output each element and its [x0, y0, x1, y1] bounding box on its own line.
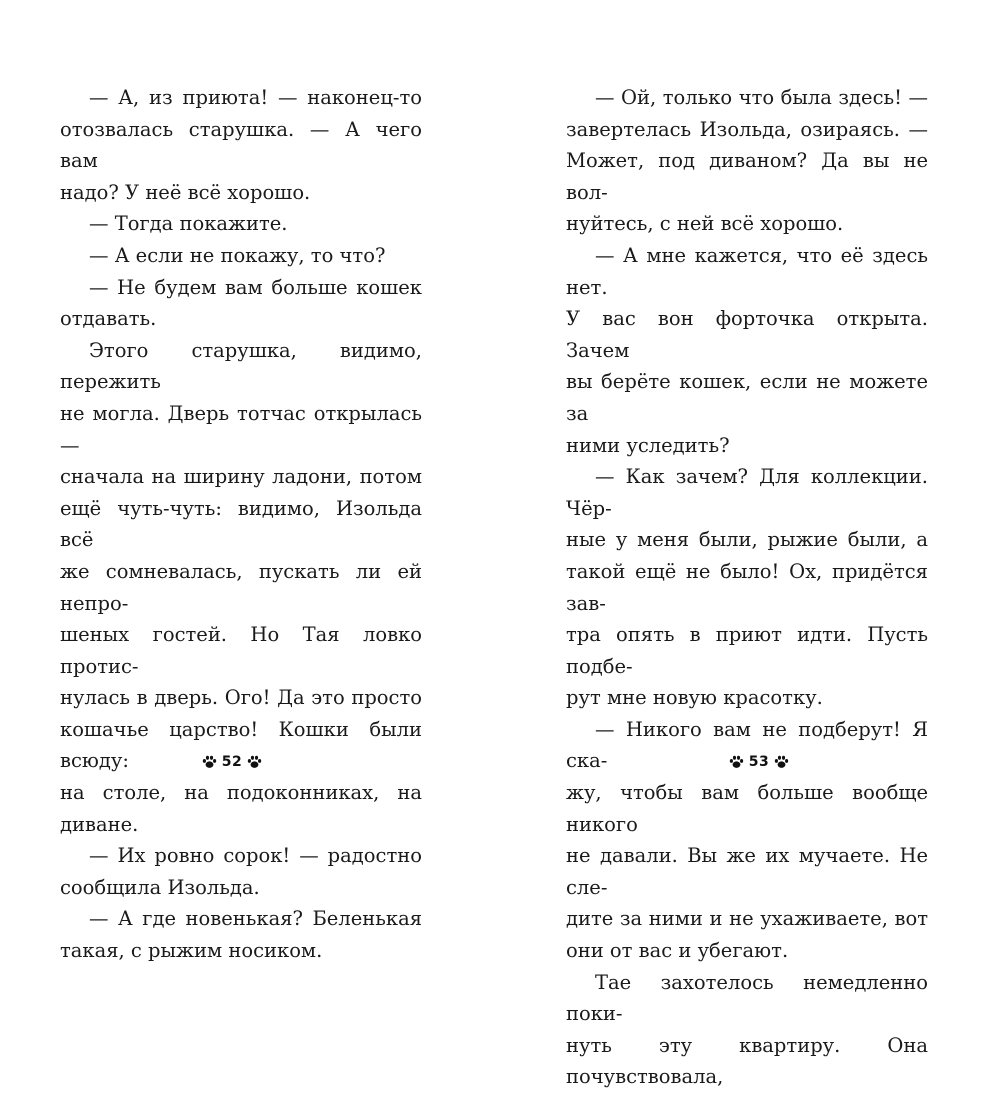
page-number-value: 52: [221, 754, 243, 770]
right-line-1: — Ой, только что была здесь! —: [595, 86, 928, 109]
right-line-17: дите за ними и не ухаживаете, вот: [566, 907, 928, 931]
right-line-19: Тае захотелось немедленно поки-: [566, 970, 928, 1026]
right-line-16: не давали. Вы же их мучаете. Не сле-: [566, 844, 928, 899]
left-line-7: отдавать.: [60, 307, 157, 331]
page-number-value: 53: [748, 754, 770, 770]
left-line-6: — Не будем вам больше кошек: [89, 275, 422, 299]
page-number-right: [578, 752, 940, 772]
left-line-17: — Их ровно сорок! — радостно: [89, 844, 422, 868]
left-line-3: надо? У неё всё хорошо.: [60, 180, 311, 204]
left-line-18: сообщила Изольда.: [60, 875, 260, 899]
left-line-12: же сомневалась, пускать ли ей непро-: [60, 559, 422, 615]
right-line-2: завертелась Изольда, озираясь. —: [566, 117, 928, 141]
left-line-13: шеных гостей. Но Тая ловко протис-: [60, 623, 422, 678]
right-line-12: тра опять в приют идти. Пусть подбе-: [566, 623, 928, 678]
paw-print-icon: [202, 755, 217, 769]
left-line-20: такая, с рыжим носиком.: [60, 939, 323, 963]
right-line-5: — А мне кажется, что её здесь нет.: [566, 243, 928, 299]
left-line-10: сначала на ширину ладони, потом: [60, 465, 422, 489]
left-line-16: на столе, на подоконниках, на диване.: [60, 781, 422, 836]
right-line-4: нуйтесь, с ней всё хорошо.: [566, 212, 844, 236]
left-line-4: — Тогда покажите.: [89, 212, 288, 236]
left-line-15: кошачье царство! Кошки были всюду:: [60, 717, 422, 773]
left-line-5: — А если не покажу, то что?: [89, 243, 386, 267]
right-line-10: ные у меня были, рыжие были, а: [566, 528, 928, 552]
page-number-left: [51, 752, 413, 772]
paw-print-icon: [729, 755, 744, 769]
right-page: [566, 82, 928, 1093]
right-line-3: Может, под диваном? Да вы не вол-: [566, 149, 928, 204]
right-line-14: — Никого вам не подберут! Я ска-: [566, 717, 928, 773]
right-line-20: нуть эту квартиру. Она почувствовала,: [566, 1033, 928, 1089]
left-line-2: отозвалась старушка. — А чего вам: [60, 117, 422, 173]
left-line-19: — А где новенькая? Беленькая: [89, 907, 422, 931]
right-line-6: У вас вон форточка открыта. Зачем: [566, 307, 928, 362]
left-line-1: — А, из приюта! — наконец-то: [89, 86, 422, 109]
right-line-18: они от вас и убегают.: [566, 939, 789, 963]
left-line-14: нулась в дверь. Ого! Да это просто: [60, 686, 422, 710]
right-line-15: жу, чтобы вам больше вообще никого: [566, 781, 928, 836]
right-line-8: ними уследить?: [566, 433, 730, 457]
right-line-11: такой ещё не было! Ох, придётся зав-: [566, 559, 928, 615]
left-line-9: не могла. Дверь тотчас открылась —: [60, 401, 422, 457]
right-line-13: рут мне новую красотку.: [566, 686, 823, 710]
right-line-9: — Как зачем? Для коллекции. Чёр-: [566, 465, 928, 520]
left-line-8: Этого старушка, видимо, пережить: [60, 338, 422, 394]
paw-print-icon: [774, 755, 789, 769]
left-line-11: ещё чуть-чуть: видимо, Изольда всё: [60, 496, 422, 552]
paw-print-icon: [247, 755, 262, 769]
left-page: [60, 82, 422, 967]
right-line-7: вы берёте кошек, если не можете за: [566, 370, 928, 425]
